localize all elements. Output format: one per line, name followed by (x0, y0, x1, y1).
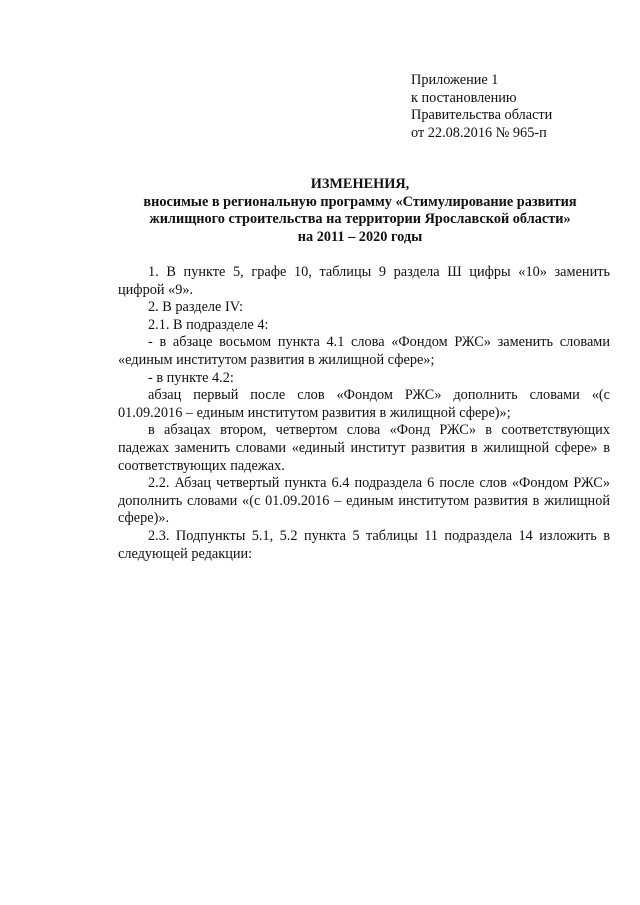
paragraph: 2.3. Подпункты 5.1, 5.2 пункта 5 таблицы 11 подраздела 14 изложить в следующей редакции: (118, 527, 610, 562)
paragraph: в абзацах втором, четвертом слова «Фонд РЖС» в соответствующих падежах заменить словами «единый институт развития в жилищной сфере» в соответствующих падежах. (118, 422, 610, 474)
appendix-line: к постановлению (411, 89, 517, 106)
document-body (118, 264, 610, 563)
document-title (100, 176, 620, 246)
appendix-line: Приложение 1 (411, 72, 499, 88)
paragraph: 1. В пункте 5, графе 10, таблицы 9 раздела Ш цифры «10» заменить цифрой «9». (118, 264, 610, 298)
title-heading: ИЗМЕНЕНИЯ, (310, 176, 410, 192)
appendix-line: от 22.08.2016 № 965-п (411, 124, 547, 141)
paragraph: 2. В разделе IV: (148, 299, 243, 316)
appendix-line: Правительства области (411, 107, 553, 123)
appendix-reference (411, 72, 611, 142)
paragraph: - в абзаце восьмом пункта 4.1 слова «Фондом РЖС» заменить словами «единым институтом развития в жилищной сфере»; (118, 334, 610, 368)
title-line: вносимые в региональную программу «Стимулирование развития (143, 193, 577, 210)
paragraph: - в пункте 4.2: (148, 369, 234, 386)
paragraph: 2.1. В подразделе 4: (148, 316, 269, 333)
title-line: на 2011 – 2020 годы (297, 228, 423, 245)
paragraph: абзац первый после слов «Фондом РЖС» дополнить словами «(с 01.09.2016 – единым институтом развития в жилищной сфере)»; (118, 387, 610, 421)
title-line: жилищного строительства на территории Ярославской области» (149, 211, 571, 227)
paragraph: 2.2. Абзац четвертый пункта 6.4 подраздела 6 после слов «Фондом РЖС» дополнить словами «(с 01.09.2016 – единым институтом развития в жилищной сфере)». (118, 475, 610, 527)
